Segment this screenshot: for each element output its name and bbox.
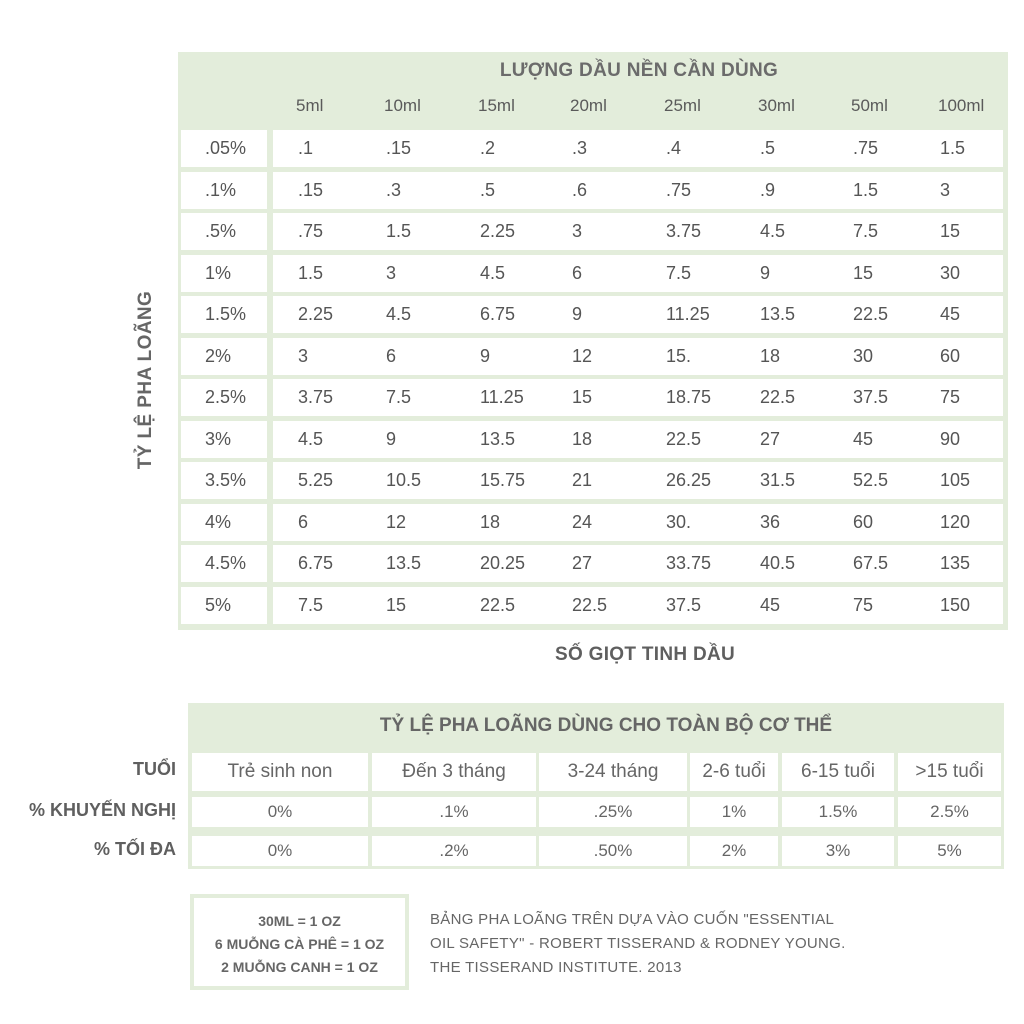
dilution-percent-label: 2.5% xyxy=(181,379,267,416)
table-cell: 22.5 xyxy=(480,594,516,615)
column-header: 100ml xyxy=(938,96,985,115)
table-cell: .5 xyxy=(760,138,776,158)
dilution-percent-label: 4% xyxy=(181,504,267,541)
age-table-title: TỶ LỆ PHA LOÃNG DÙNG CHO TOÀN BỘ CƠ THỂ xyxy=(379,715,833,736)
source-note-line: OIL SAFETY" - ROBERT TISSERAND & RODNEY YOUNG. xyxy=(430,935,846,952)
row-values xyxy=(273,296,1003,333)
table-cell: 18 xyxy=(480,511,501,532)
table-cell: 60 xyxy=(940,345,961,366)
table-row xyxy=(181,296,1003,333)
age-cell: 6-15 tuổi xyxy=(782,753,894,791)
table-cell: 1.5 xyxy=(298,262,324,283)
dilution-percent-label: 1.5% xyxy=(181,296,267,333)
column-header: 10ml xyxy=(384,96,421,115)
recommended-cell: .1% xyxy=(372,797,536,827)
age-cell: 3-24 tháng xyxy=(539,753,687,791)
source-note-line: BẢNG PHA LOÃNG TRÊN DỰA VÀO CUỐN "ESSENTIAL xyxy=(430,911,835,928)
table-cell: 2.25 xyxy=(298,304,334,324)
dilution-percent-label: 3% xyxy=(181,421,267,458)
table-row xyxy=(181,587,1003,624)
table-cell: 67.5 xyxy=(853,553,889,573)
table-cell: .75 xyxy=(298,221,324,241)
table-cell: .2 xyxy=(480,138,496,158)
table-cell: 27 xyxy=(760,428,781,449)
table-cell: 27 xyxy=(572,553,593,573)
row-values xyxy=(273,504,1003,541)
recommended-cell: 1% xyxy=(690,797,778,827)
table-cell: 1.5 xyxy=(940,138,966,158)
table-row xyxy=(181,338,1003,375)
table-cell: 11.25 xyxy=(666,304,710,324)
table-cell: 10.5 xyxy=(386,470,422,490)
table-cell: 4.5 xyxy=(760,221,786,241)
table-cell: 26.25 xyxy=(666,470,712,490)
table-cell: 15 xyxy=(853,262,874,283)
row-values xyxy=(273,213,1003,250)
table-cell: 6 xyxy=(572,262,583,283)
table-cell: 21 xyxy=(572,470,593,490)
maximum-cell: 2% xyxy=(690,836,778,866)
table-cell: 12 xyxy=(386,511,407,532)
table-cell: 3 xyxy=(386,262,397,283)
recommended-cell: 2.5% xyxy=(898,797,1001,827)
dilution-percent-label: 4.5% xyxy=(181,545,267,582)
table-cell: .15 xyxy=(298,179,324,200)
row-values xyxy=(273,255,1003,292)
table-cell: 9 xyxy=(760,262,771,283)
table-cell: 4.5 xyxy=(480,262,506,283)
table-row xyxy=(181,255,1003,292)
table-cell: 15.75 xyxy=(480,470,526,490)
table-cell: 6 xyxy=(386,345,397,366)
table-cell: 18 xyxy=(572,428,593,449)
table-cell: 7.5 xyxy=(386,387,412,407)
maximum-row-label: % TỐI ĐA xyxy=(93,839,176,859)
column-header: 30ml xyxy=(758,96,795,115)
table-cell: 15 xyxy=(386,594,407,615)
row-values xyxy=(273,545,1003,582)
table-cell: 15 xyxy=(572,387,593,407)
table-cell: 45 xyxy=(760,594,781,615)
table-cell: 6.75 xyxy=(298,553,334,573)
table-cell: 12 xyxy=(572,345,593,366)
maximum-cell: .50% xyxy=(539,836,687,866)
row-values xyxy=(273,130,1003,167)
table-cell: 36 xyxy=(760,511,781,532)
table-cell: 37.5 xyxy=(666,594,702,615)
table-cell: 24 xyxy=(572,511,593,532)
table-cell: 45 xyxy=(853,428,874,449)
dilution-table-title: LƯỢNG DẦU NỀN CẦN DÙNG xyxy=(499,60,779,81)
age-row-label: TUỔI xyxy=(133,759,176,779)
table-cell: 31.5 xyxy=(760,470,796,490)
table-cell: 15 xyxy=(940,221,961,241)
table-cell: .3 xyxy=(572,138,588,158)
table-cell: 4.5 xyxy=(298,428,324,449)
column-axis-label: SỐ GIỌT TINH DẦU xyxy=(554,644,736,665)
table-cell: 3.75 xyxy=(666,221,702,241)
table-cell: 20.25 xyxy=(480,553,526,573)
row-values xyxy=(273,379,1003,416)
dilution-percent-label: .1% xyxy=(181,172,267,209)
table-cell: 13.5 xyxy=(386,553,422,573)
table-row xyxy=(181,504,1003,541)
row-values xyxy=(273,462,1003,499)
table-cell: 9 xyxy=(386,428,397,449)
column-header: 50ml xyxy=(851,96,888,115)
table-cell: 105 xyxy=(940,470,971,490)
table-cell: .4 xyxy=(666,138,682,158)
dilution-percent-label: .5% xyxy=(181,213,267,250)
table-cell: .5 xyxy=(480,179,496,200)
table-cell: 75 xyxy=(940,387,961,407)
table-cell: 22.5 xyxy=(572,594,608,615)
table-cell: .3 xyxy=(386,179,402,200)
table-cell: 22.5 xyxy=(760,387,796,407)
dilution-percent-label: 2% xyxy=(181,338,267,375)
table-cell: .75 xyxy=(853,138,879,158)
table-cell: 6.75 xyxy=(480,304,516,324)
table-cell: 3.75 xyxy=(298,387,334,407)
age-cell: Đến 3 tháng xyxy=(372,753,536,791)
table-cell: 11.25 xyxy=(480,387,524,407)
table-cell: 5.25 xyxy=(298,470,334,490)
row-values xyxy=(273,338,1003,375)
row-axis-label: TỶ LỆ PHA LOÃNG xyxy=(135,290,156,470)
table-row xyxy=(181,421,1003,458)
table-cell: 3 xyxy=(940,179,951,200)
table-cell: 3 xyxy=(572,221,583,241)
recommended-cell: 0% xyxy=(192,797,368,827)
table-cell: 120 xyxy=(940,511,971,532)
table-cell: 30. xyxy=(666,511,692,532)
row-values xyxy=(273,587,1003,624)
conversion-note-line: 30ML = 1 OZ xyxy=(258,913,341,929)
table-cell: 7.5 xyxy=(298,594,324,615)
age-cell: >15 tuổi xyxy=(898,753,1001,791)
table-row xyxy=(181,172,1003,209)
table-cell: 33.75 xyxy=(666,553,712,573)
column-header: 20ml xyxy=(570,96,607,115)
dilution-percent-label: 1% xyxy=(181,255,267,292)
table-cell: 7.5 xyxy=(666,262,692,283)
table-row xyxy=(181,379,1003,416)
table-cell: 22.5 xyxy=(853,304,889,324)
table-cell: 45 xyxy=(940,304,961,324)
table-cell: 135 xyxy=(940,553,971,573)
recommended-cell: .25% xyxy=(539,797,687,827)
table-cell: 18 xyxy=(760,345,781,366)
row-values xyxy=(273,421,1003,458)
recommended-cell: 1.5% xyxy=(782,797,894,827)
table-cell: 52.5 xyxy=(853,470,889,490)
table-cell: 3 xyxy=(298,345,309,366)
age-cell: Trẻ sinh non xyxy=(192,753,368,791)
maximum-cell: 5% xyxy=(898,836,1001,866)
table-cell: 13.5 xyxy=(480,428,516,449)
table-row xyxy=(181,545,1003,582)
table-cell: 1.5 xyxy=(386,221,412,241)
table-cell: 9 xyxy=(572,304,583,324)
dilution-percent-label: 5% xyxy=(181,587,267,624)
table-cell: 150 xyxy=(940,594,971,615)
table-cell: 18.75 xyxy=(666,387,712,407)
table-cell: 60 xyxy=(853,511,874,532)
age-cell: 2-6 tuổi xyxy=(690,753,778,791)
table-cell: 7.5 xyxy=(853,221,879,241)
table-cell: 15. xyxy=(666,345,692,366)
table-cell: 90 xyxy=(940,428,961,449)
table-cell: 9 xyxy=(480,345,491,366)
table-cell: 30 xyxy=(940,262,961,283)
table-cell: 22.5 xyxy=(666,428,702,449)
maximum-cell: 0% xyxy=(192,836,368,866)
table-cell: .9 xyxy=(760,179,776,200)
table-cell: 4.5 xyxy=(386,304,412,324)
maximum-cell: 3% xyxy=(782,836,894,866)
table-cell: .15 xyxy=(386,138,412,158)
maximum-cell: .2% xyxy=(372,836,536,866)
dilution-percent-label: .05% xyxy=(181,130,267,167)
row-values xyxy=(273,172,1003,209)
table-row xyxy=(181,213,1003,250)
column-header: 15ml xyxy=(478,96,515,115)
table-cell: 2.25 xyxy=(480,221,516,241)
table-cell: 6 xyxy=(298,511,309,532)
table-cell: .1 xyxy=(298,138,314,158)
conversion-note-line: 2 MUỖNG CANH = 1 OZ xyxy=(221,959,378,975)
column-header: 5ml xyxy=(296,96,324,115)
column-header: 25ml xyxy=(664,96,701,115)
source-note-line: THE TISSERAND INSTITUTE. 2013 xyxy=(430,959,682,976)
table-cell: 37.5 xyxy=(853,387,889,407)
table-row xyxy=(181,462,1003,499)
table-cell: .75 xyxy=(666,179,692,200)
table-cell: 13.5 xyxy=(760,304,796,324)
table-cell: .6 xyxy=(572,179,588,200)
table-cell: 1.5 xyxy=(853,179,879,200)
conversion-note-line: 6 MUỖNG CÀ PHÊ = 1 OZ xyxy=(214,936,385,952)
table-cell: 75 xyxy=(853,594,874,615)
recommended-row-label: % KHUYẾN NGHỊ xyxy=(28,800,176,820)
dilution-percent-label: 3.5% xyxy=(181,462,267,499)
table-cell: 30 xyxy=(853,345,874,366)
table-row xyxy=(181,130,1003,167)
table-cell: 40.5 xyxy=(760,553,796,573)
